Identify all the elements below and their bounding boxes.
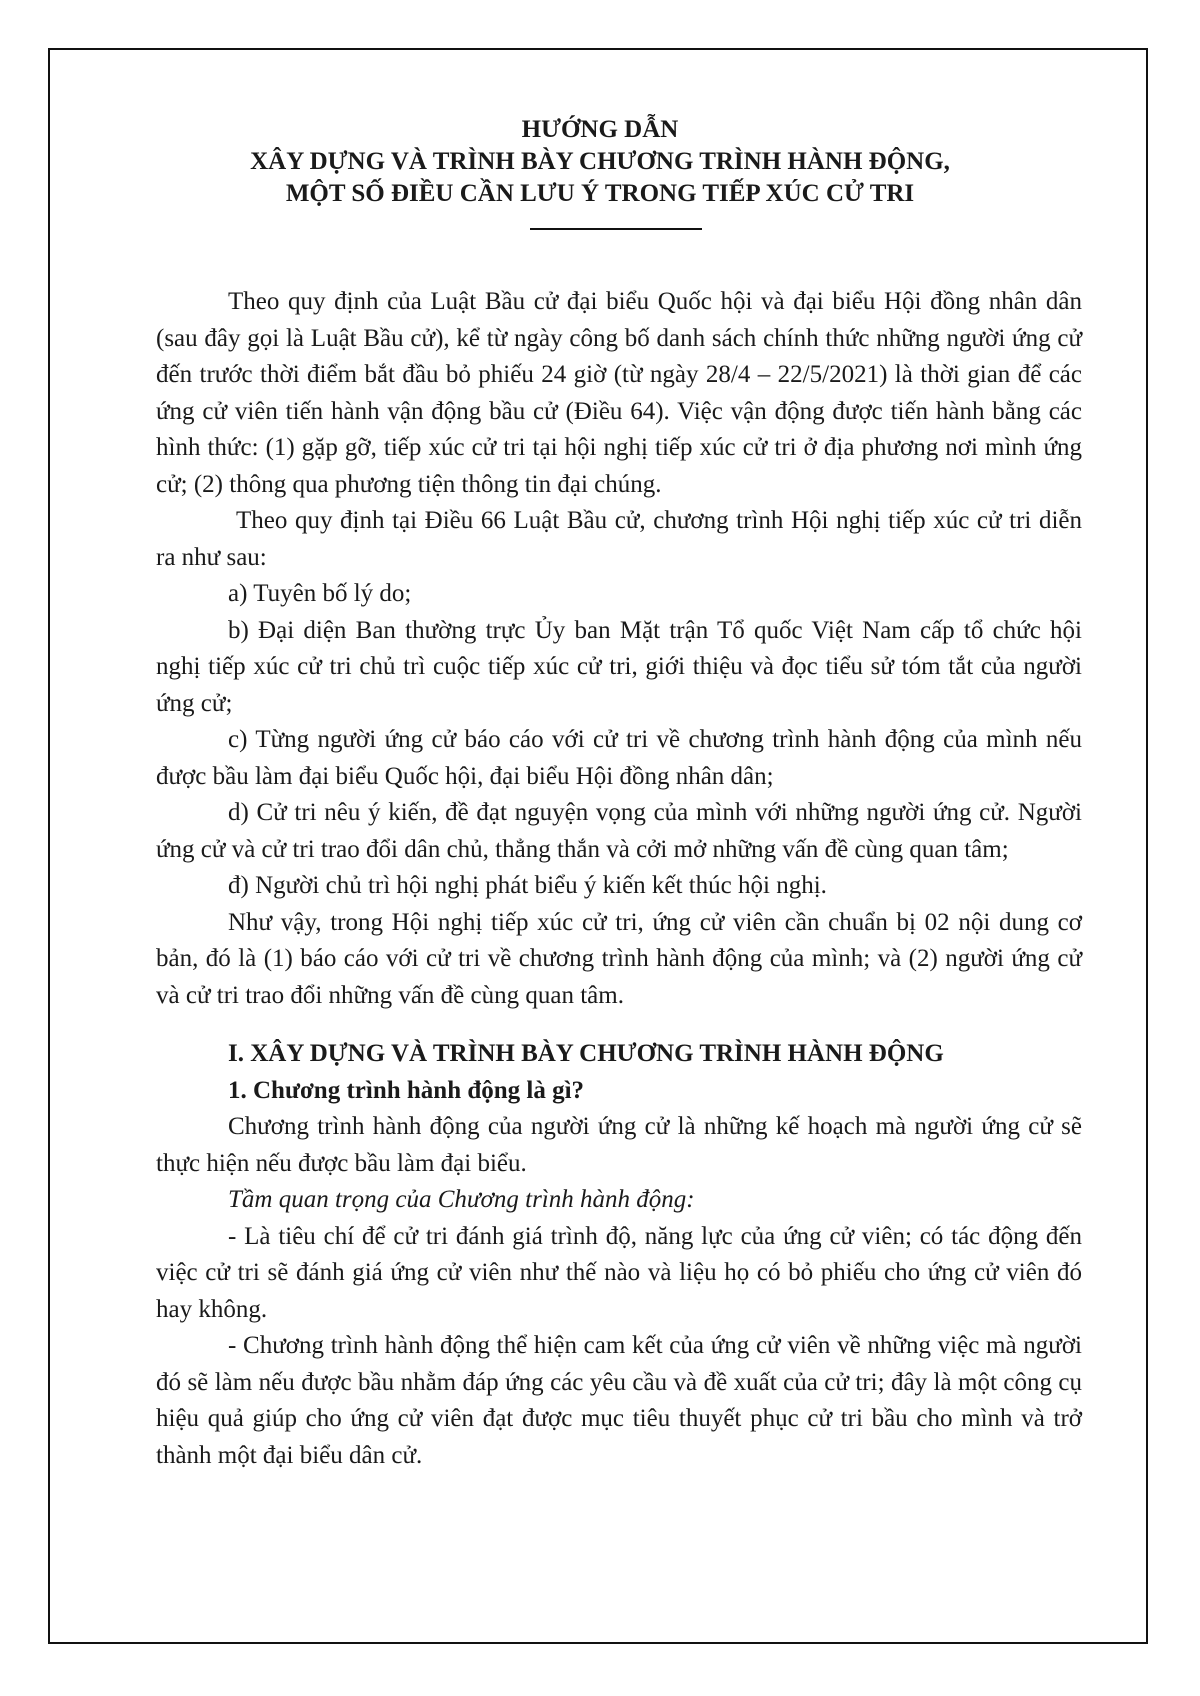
list-item-d: d) Cử tri nêu ý kiến, đề đạt nguyện vọng của mình với những người ứng cử. Người ứng cử và cử tri trao đổi dân chủ, thẳng thắn và cởi mở những vấn đề cùng quan tâm; [156,799,1082,863]
document-title [0,114,1200,210]
list-item-b: b) Đại diện Ban thường trực Ủy ban Mặt trận Tổ quốc Việt Nam cấp tổ chức hội nghị tiếp xúc cử tri chủ trì cuộc tiếp xúc cử tri, giới thiệu và đọc tiểu sử tóm tắt của người ứng cử; [156,616,1082,717]
section-1-bullet-2: - Chương trình hành động thể hiện cam kết của ứng cử viên về những việc mà người đó sẽ làm nếu được bầu nhằm đáp ứng các yêu cầu và đề xuất của cử tri; đây là một công cụ hiệu quả giúp cho ứng cử viên đạt được mục tiêu thuyết phục cử tri bầu cho mình và trở thành một đại biểu dân cử. [156,1332,1082,1469]
list-item-a: a) Tuyên bố lý do; [228,580,412,607]
section-gap [156,1014,1082,1036]
section-1-heading: I. XÂY DỰNG VÀ TRÌNH BÀY CHƯƠNG TRÌNH HÀNH ĐỘNG [228,1040,944,1067]
title-line-3: MỘT SỐ ĐIỀU CẦN LƯU Ý TRONG TIẾP XÚC CỬ TRI [285,180,915,207]
title-line-1: HƯỚNG DẪN [521,116,679,143]
title-line-2: XÂY DỰNG VÀ TRÌNH BÀY CHƯƠNG TRÌNH HÀNH ĐỘNG, [250,148,950,175]
section-1-paragraph-1: Chương trình hành động của người ứng cử là những kế hoạch mà người ứng cử sẽ thực hiện nếu được bầu làm đại biểu. [156,1113,1082,1177]
intro-paragraph-2: Theo quy định tại Điều 66 Luật Bầu cử, chương trình Hội nghị tiếp xúc cử tri diễn ra như sau: [156,507,1082,571]
document-body [156,284,1082,1474]
section-1-italic-label: Tầm quan trọng của Chương trình hành động: [228,1186,695,1213]
intro-paragraph-3: Như vậy, trong Hội nghị tiếp xúc cử tri, ứng cử viên cần chuẩn bị 02 nội dung cơ bản, đó là (1) báo cáo với cử tri về chương trình hành động của mình; và (2) người ứng cử và cử tri trao đổi những vấn đề cùng quan tâm. [156,908,1082,1009]
section-1-subheading: 1. Chương trình hành động là gì? [228,1076,585,1104]
list-item-dd: đ) Người chủ trì hội nghị phát biểu ý kiến kết thúc hội nghị. [228,872,827,899]
title-underline [530,228,702,230]
intro-paragraph-1: Theo quy định của Luật Bầu cử đại biểu Quốc hội và đại biểu Hội đồng nhân dân (sau đây gọi là Luật Bầu cử), kể từ ngày công bố danh sách chính thức những người ứng cử đến trước thời điểm bắt đầu bỏ phiếu 24 giờ (từ ngày 28/4 – 22/5/2021) là thời gian để các ứng cử viên tiến hành vận động bầu cử (Điều 64). Việc vận động được tiến hành bằng các hình thức: (1) gặp gỡ, tiếp xúc cử tri tại hội nghị tiếp xúc cử tri ở địa phương nơi mình ứng cử; (2) thông qua phương tiện thông tin đại chúng. [156,288,1082,498]
list-item-c: c) Từng người ứng cử báo cáo với cử tri về chương trình hành động của mình nếu được bầu làm đại biểu Quốc hội, đại biểu Hội đồng nhân dân; [156,726,1082,790]
section-1-bullet-1: - Là tiêu chí để cử tri đánh giá trình độ, năng lực của ứng cử viên; có tác động đến việc cử tri sẽ đánh giá ứng cử viên như thế nào và liệu họ có bỏ phiếu cho ứng cử viên đó hay không. [156,1222,1082,1323]
